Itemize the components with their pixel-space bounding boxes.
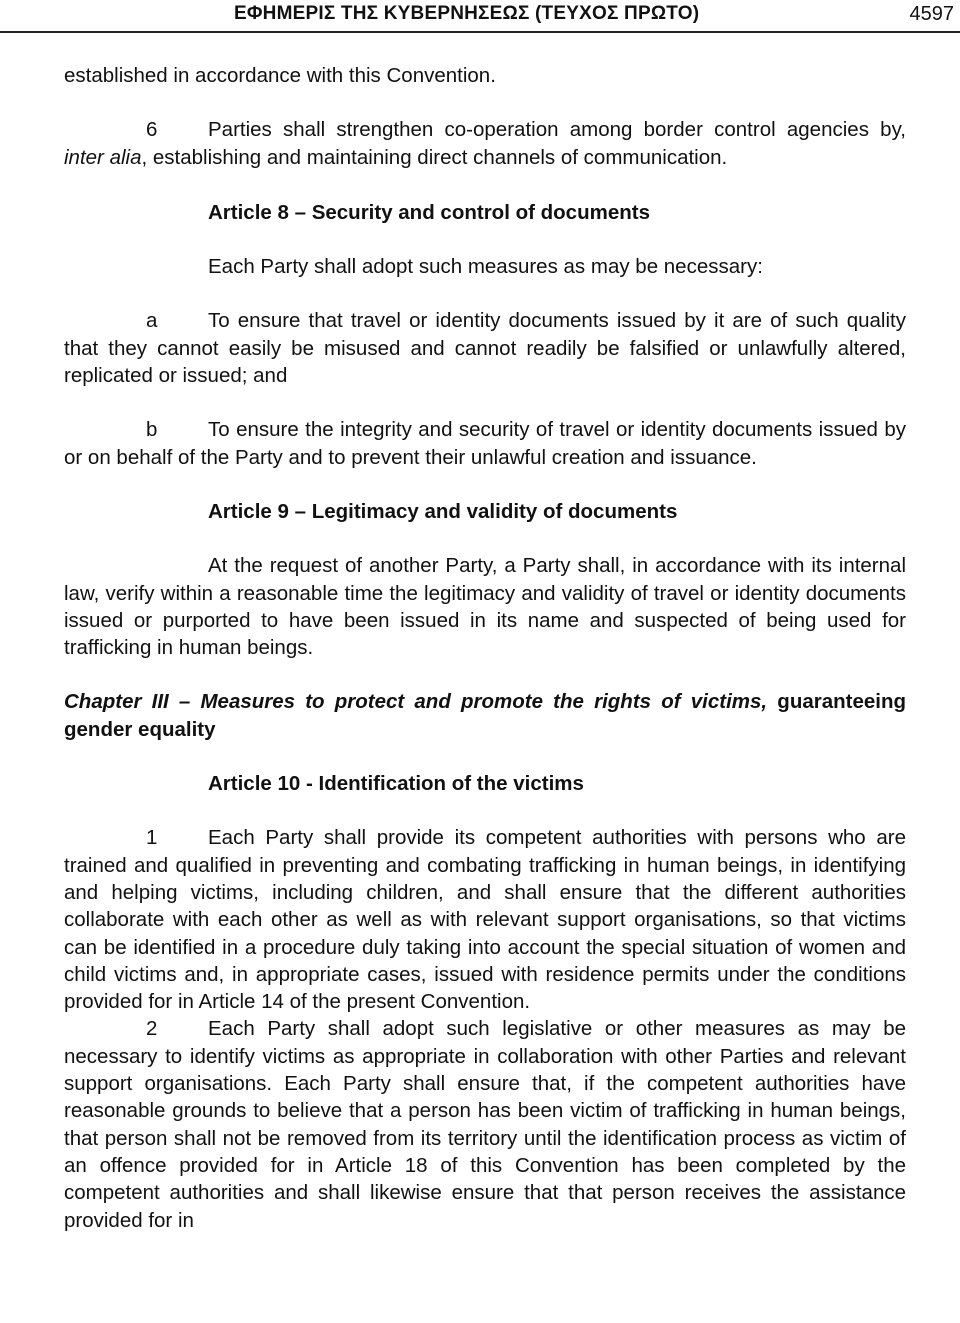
paragraph-6-text-b: , establishing and maintaining direct channels of communication. <box>141 145 728 169</box>
article-10-heading: Article 10 - Identification of the victims <box>208 772 584 796</box>
paragraph-6 <box>64 116 906 171</box>
gazette-title: ΕΦΗΜΕΡΙΣ ΤΗΣ ΚΥΒΕΡΝΗΣΕΩΣ (ΤΕΥΧΟΣ ΠΡΩΤΟ) <box>234 3 700 24</box>
article-10-paragraph-2 <box>64 1015 906 1233</box>
article-8-heading: Article 8 – Security and control of documents <box>208 200 650 224</box>
intro-line: established in accordance with this Convention. <box>64 64 496 87</box>
paragraph-number: 1 <box>146 826 158 850</box>
chapter-3-heading <box>64 688 906 743</box>
page-header <box>0 0 960 33</box>
article-10-p2-text: Each Party shall adopt such legislative or other measures as may be necessary to identify victims as appropriate in collaboration with other Parties and relevant support organisations. Each Party shall ensure that, if the competent authorities have reasonable grounds to believe that a person has been victim of trafficking in human beings, that person shall not be removed from its territory until the identification process as victim of an offence provided for in Article 18 of this Convention has been completed by the competent authorities and shall likewise ensure that that person receives the assistance provided for in <box>64 1017 906 1232</box>
article-10-p1-text: Each Party shall provide its competent authorities with persons who are trained and qualified in preventing and combating trafficking in human beings, in identifying and helping victims, including children, and shall ensure that the different authorities collaborate with each other as well as with relevant support organisations, so that victims can be identified in a procedure duly taking into account the special situation of women and child victims and, in appropriate cases, issued with residence permits under the conditions provided for in Article 14 of the present Convention. <box>64 826 906 1014</box>
paragraph-number: 2 <box>146 1017 158 1041</box>
article-9-text: At the request of another Party, a Party shall, in accordance with its internal law, verify within a reasonable time the legitimacy and validity of travel or identity documents issued or purported to have been issued in its name and suspected of being used for trafficking in human beings. <box>64 554 906 660</box>
item-a-text: To ensure that travel or identity documents issued by it are of such quality that they cannot easily be misused and cannot readily be falsified or unlawfully altered, replicated or issued; and <box>64 309 906 388</box>
page-number: 4597 <box>909 3 954 25</box>
paragraph-number: 6 <box>146 118 158 142</box>
document-body <box>64 62 906 1234</box>
chapter-3-title-tail: guaranteeing gender equality <box>64 690 907 741</box>
item-letter-b: b <box>146 418 158 442</box>
paragraph-6-text-a: Parties shall strengthen co-operation among border control agencies by, <box>208 118 906 142</box>
chapter-3-title: Chapter III – Measures to protect and promote the rights of victims, <box>64 690 768 714</box>
paragraph-6-italic: inter alia <box>64 145 142 169</box>
item-b-text: To ensure the integrity and security of travel or identity documents issued by or on behalf of the Party and to prevent their unlawful creation and issuance. <box>64 418 906 469</box>
article-8-lead: Each Party shall adopt such measures as may be necessary: <box>208 255 763 279</box>
item-letter-a: a <box>146 309 158 333</box>
article-8-item-a <box>64 307 906 389</box>
article-10-paragraph-1 <box>64 824 906 1015</box>
article-9-heading: Article 9 – Legitimacy and validity of documents <box>208 499 678 523</box>
article-8-item-b <box>64 416 906 471</box>
